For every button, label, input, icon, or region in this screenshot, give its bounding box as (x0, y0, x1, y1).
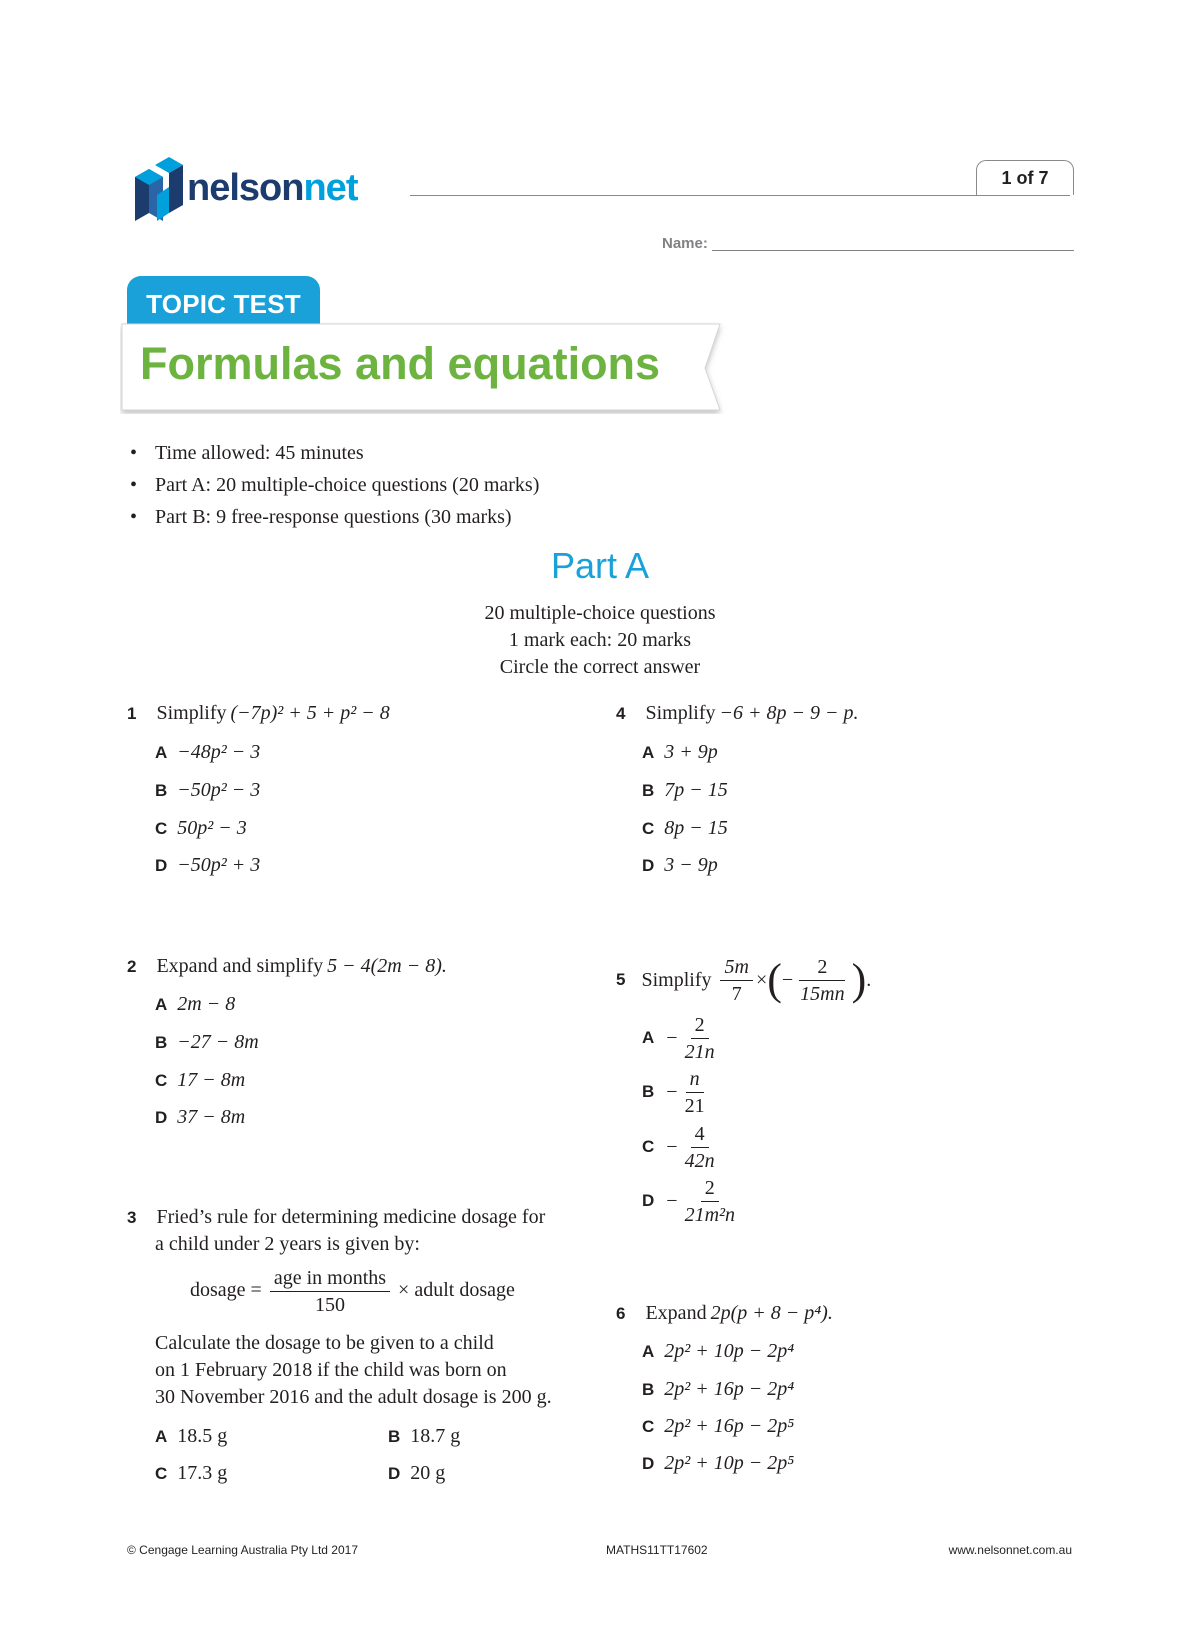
option-letter: C (155, 819, 168, 838)
page-indicator: 1 of 7 (976, 160, 1074, 195)
option-5b[interactable] (642, 1064, 712, 1120)
formula-denominator: 150 (314, 1294, 345, 1316)
test-info-list (130, 437, 539, 533)
part-a-heading: Part A (550, 545, 650, 586)
option-1a[interactable] (155, 741, 260, 764)
question-prompt: Simplify (641, 968, 712, 991)
option-4b[interactable] (642, 779, 728, 802)
option-letter: D (155, 1108, 168, 1127)
formula-lhs: dosage = (190, 1279, 262, 1302)
option-letter: A (642, 1028, 655, 1047)
option-letter: C (155, 1071, 168, 1090)
name-field[interactable] (712, 238, 1074, 251)
option-letter: B (155, 1033, 168, 1052)
logo-text: nelsonnet (187, 167, 358, 209)
formula-numerator: age in months (270, 1266, 390, 1292)
fraction-numerator: n (686, 1067, 704, 1093)
question-6 (616, 1302, 833, 1325)
option-text: 2p² + 10p − 2p⁵ (664, 1452, 795, 1474)
option-2d[interactable] (155, 1106, 245, 1129)
fraction-numerator: 2 (799, 955, 845, 981)
fraction-denominator: 7 (731, 982, 742, 1005)
question-number: 4 (616, 704, 626, 723)
question-3 (127, 1206, 545, 1229)
question-number: 1 (127, 704, 137, 723)
option-letter: C (642, 1417, 655, 1436)
option-text: 2p² + 10p − 2p⁴ (664, 1340, 795, 1362)
option-6b[interactable] (642, 1378, 794, 1401)
option-letter: A (642, 1342, 655, 1361)
option-letter: B (155, 781, 168, 800)
question-number: 5 (616, 970, 626, 989)
option-4c[interactable] (642, 817, 728, 840)
fraction-denominator: 15mn (800, 982, 845, 1005)
option-4a[interactable] (642, 741, 718, 764)
option-3d[interactable] (388, 1462, 445, 1485)
option-text: 2p² + 16p − 2p⁵ (664, 1415, 795, 1437)
info-part-b: • Part B: 9 free-response questions (30 marks) (130, 501, 539, 533)
option-letter: D (642, 1191, 655, 1210)
fraction-numerator: 2 (691, 1013, 709, 1039)
part-a-sub-1: 20 multiple-choice questions (484, 602, 716, 624)
option-5d[interactable] (642, 1173, 742, 1229)
question-1 (127, 702, 390, 725)
question-2 (127, 955, 447, 978)
question-prompt: Expand (645, 1302, 707, 1324)
option-2b[interactable] (155, 1031, 259, 1054)
option-text: 18.5 g (177, 1425, 228, 1447)
dosage-formula (190, 1266, 515, 1317)
topic-test-badge: TOPIC TEST (127, 276, 320, 332)
option-6c[interactable] (642, 1415, 794, 1438)
option-text: 17.3 g (177, 1462, 228, 1484)
calc-line-2: on 1 February 2018 if the child was born on (155, 1359, 507, 1381)
option-5a[interactable] (642, 1010, 722, 1066)
negative-sign: − (781, 968, 794, 991)
option-fraction (681, 1176, 739, 1227)
option-2c[interactable] (155, 1069, 245, 1092)
question-5 (616, 950, 871, 1010)
fraction-1 (720, 955, 752, 1006)
option-text: 8p − 15 (664, 817, 728, 839)
footer-copyright: © Cengage Learning Australia Pty Ltd 2017 (127, 1543, 358, 1557)
option-text: 18.7 g (410, 1425, 461, 1447)
formula-rhs: × adult dosage (398, 1279, 515, 1302)
option-text: −27 − 8m (177, 1031, 259, 1053)
fraction-2 (796, 955, 848, 1006)
option-6d[interactable] (642, 1452, 794, 1475)
option-text: 7p − 15 (664, 779, 728, 801)
option-letter: A (155, 1427, 168, 1446)
question-4 (616, 702, 858, 725)
question-prompt: Simplify (156, 702, 227, 724)
right-paren: ) (851, 955, 867, 1004)
option-letter: B (388, 1427, 401, 1446)
question-number: 3 (127, 1208, 137, 1227)
option-1b[interactable] (155, 779, 260, 802)
option-fraction (681, 1013, 719, 1064)
question-text-line-2: a child under 2 years is given by: (155, 1233, 420, 1255)
option-3a[interactable] (155, 1425, 227, 1448)
option-text: 50p² − 3 (177, 817, 247, 839)
option-text: 20 g (410, 1462, 446, 1484)
option-letter: C (155, 1464, 168, 1483)
period: . (866, 968, 872, 991)
option-2a[interactable] (155, 993, 235, 1016)
calc-line-1: Calculate the dosage to be given to a child (155, 1332, 494, 1354)
option-text: 17 − 8m (177, 1069, 246, 1091)
option-letter: B (642, 781, 655, 800)
times-sign: × (755, 968, 768, 991)
fraction-numerator: 5m (720, 955, 752, 981)
left-paren: ( (767, 955, 782, 1004)
option-letter: D (388, 1464, 401, 1483)
question-number: 2 (127, 957, 137, 976)
option-1c[interactable] (155, 817, 247, 840)
question-expression: (−7p)² + 5 + p² − 8 (230, 702, 390, 724)
option-text: −48p² − 3 (177, 741, 261, 763)
fraction-numerator: 4 (691, 1122, 709, 1148)
option-sign: − (666, 1026, 678, 1049)
option-sign: − (666, 1080, 678, 1103)
option-letter: D (155, 856, 168, 875)
formula-fraction (270, 1266, 390, 1317)
option-letter: D (642, 856, 655, 875)
option-fraction (681, 1122, 719, 1173)
option-letter: A (642, 743, 655, 762)
option-text: 3 + 9p (664, 741, 718, 763)
fraction-numerator: 2 (701, 1176, 719, 1202)
fraction-denominator: 21 (684, 1094, 705, 1117)
option-4d[interactable] (642, 854, 718, 877)
option-letter: C (642, 1137, 655, 1156)
footer-code: MATHS11TT17602 (606, 1543, 708, 1557)
question-prompt: Simplify (645, 702, 716, 724)
name-label: Name: (662, 235, 708, 252)
question-number: 6 (616, 1304, 626, 1323)
option-text: 2m − 8 (177, 993, 236, 1015)
option-6a[interactable] (642, 1340, 794, 1363)
calc-line-3: 30 November 2016 and the adult dosage is 200 g. (155, 1386, 552, 1408)
fraction-denominator: 21m²n (684, 1203, 736, 1226)
option-text: −50p² + 3 (177, 854, 261, 876)
question-expression: −6 + 8p − 9 − p. (719, 702, 859, 724)
option-text: −50p² − 3 (177, 779, 261, 801)
fraction-denominator: 21n (684, 1040, 715, 1063)
footer-url[interactable]: www.nelsonnet.com.au (948, 1543, 1072, 1557)
option-sign: − (666, 1189, 678, 1212)
option-fraction (681, 1067, 709, 1118)
option-letter: C (642, 819, 655, 838)
question-expression: 5 − 4(2m − 8). (327, 955, 447, 977)
part-a-sub-2: 1 mark each: 20 marks (508, 629, 692, 651)
info-part-a: • Part A: 20 multiple-choice questions (20 marks) (130, 469, 539, 501)
option-text: 37 − 8m (177, 1106, 246, 1128)
option-letter: A (155, 743, 168, 762)
option-5c[interactable] (642, 1119, 722, 1175)
option-3b[interactable] (388, 1425, 460, 1448)
page-title: Formulas and equations (140, 338, 661, 389)
fraction-denominator: 42n (684, 1149, 715, 1172)
option-text: 3 − 9p (664, 854, 718, 876)
option-1d[interactable] (155, 854, 260, 877)
option-text: 2p² + 16p − 2p⁴ (664, 1378, 795, 1400)
nelsonnet-logo (127, 155, 417, 225)
option-letter: B (642, 1380, 655, 1399)
question-text-line-1: Fried’s rule for determining medicine dosage for (156, 1206, 546, 1228)
header-rule (410, 195, 1070, 196)
part-a-sub-3: Circle the correct answer (499, 656, 701, 678)
option-sign: − (666, 1135, 678, 1158)
option-letter: B (642, 1082, 655, 1101)
question-expression: 2p(p + 8 − p⁴). (710, 1302, 833, 1324)
option-letter: D (642, 1454, 655, 1473)
info-time: • Time allowed: 45 minutes (130, 437, 539, 469)
question-prompt: Expand and simplify (156, 955, 324, 977)
option-letter: A (155, 995, 168, 1014)
option-3c[interactable] (155, 1462, 227, 1485)
